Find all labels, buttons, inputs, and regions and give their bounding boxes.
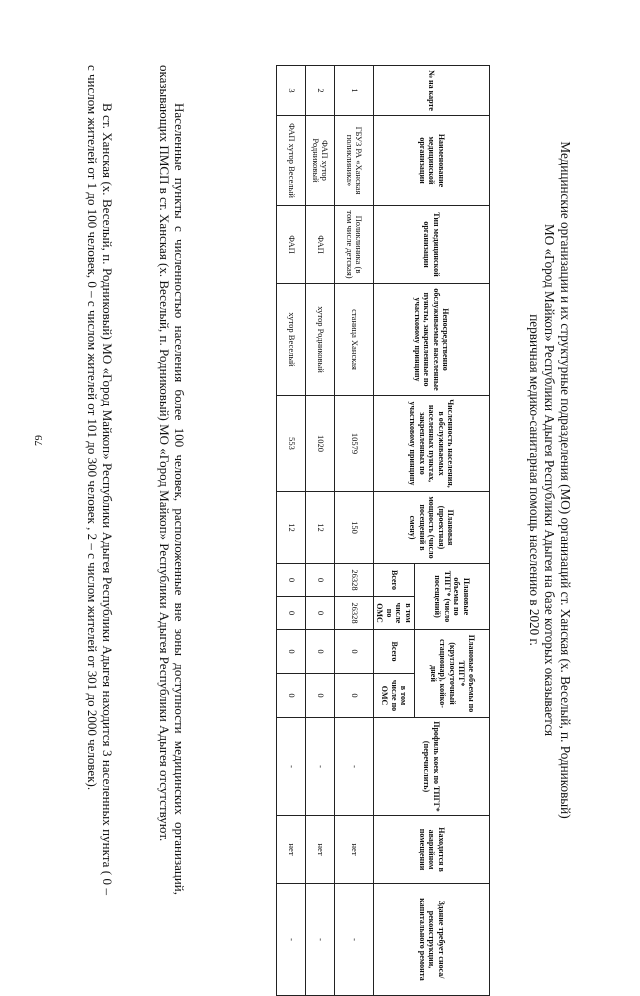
header-visits-oms: в том числе по ОМС: [374, 597, 415, 630]
cell-visits-total: 0: [306, 564, 335, 597]
cell-settlements: хутор Родниковый: [306, 284, 335, 396]
cell-profile: -: [306, 718, 335, 816]
cell-type: ФАП: [306, 206, 335, 284]
cell-capacity: 12: [306, 492, 335, 564]
heading-line-3: первичная медико-санитарная помощь населению в 2020 г.: [527, 314, 542, 646]
paragraph-no-settlements-outside-zone: Населенные пункты с численностью населения более 100 человек, расположенные вне зоны доступности медицинских организаций, оказывающих ПМСП в ст. Ханская (х. Веселый, п. Родниковый) МО «Город Майкоп» Республики Адыгея Республики Адыгея отсутствуют.: [157, 65, 187, 895]
cell-name: ГБУЗ РА «Ханская поликлиника»: [335, 116, 374, 206]
header-population: Численность населения, в обслуживаемых населенных пунктах, закрепленных по участковому принципу: [374, 396, 490, 492]
cell-visits-oms: 0: [277, 597, 306, 630]
cell-emergency: нет: [306, 816, 335, 884]
cell-hosp-oms: 0: [277, 674, 306, 718]
cell-settlements: хутор Веселый: [277, 284, 306, 396]
header-hospital-group: Плановые объемы по ТПГГ* (круглосуточный стационар), койко-дней: [415, 630, 490, 718]
cell-population: 10579: [335, 396, 374, 492]
cell-repair: -: [306, 884, 335, 996]
cell-repair: -: [335, 884, 374, 996]
cell-num: 1: [335, 66, 374, 116]
heading-line-1: Медицинские организации и их структурные подразделения (МО) организаций ст. Ханская (х. Веселый, п. Родниковый): [558, 141, 573, 819]
cell-hosp-total: 0: [277, 630, 306, 674]
page-number: 79: [33, 435, 45, 446]
cell-hosp-total: 0: [306, 630, 335, 674]
table-row: [277, 66, 306, 996]
cell-profile: -: [277, 718, 306, 816]
header-emergency: Находится в аварийном помещении: [374, 816, 490, 884]
cell-population: 553: [277, 396, 306, 492]
cell-visits-total: 26328: [335, 564, 374, 597]
header-repair: Здание требует сноса/ реконструкции, капитального ремонта: [374, 884, 490, 996]
rotated-page-content: [55, 65, 575, 981]
cell-visits-total: 0: [277, 564, 306, 597]
cell-name: ФАП хутор Родниковый: [306, 116, 335, 206]
heading-line-2: МО «Город Майкоп» Республики Адыгея Республики Адыгея на базе которых оказывается: [542, 223, 558, 737]
cell-num: 2: [306, 66, 335, 116]
table-row: [335, 66, 374, 996]
cell-emergency: нет: [277, 816, 306, 884]
document-heading: [527, 65, 574, 895]
medical-organizations-table: [276, 65, 490, 996]
paragraph-settlements-count: В ст. Ханская (х. Веселый, п. Родниковый) МО «Город Майкоп» Республики Адыгея Республики Адыгея находится 3 населенных пункта ( 0 – с числом жителей от 1 до 100 человек, 0 – с числом жителей от 101 до 300 человек , 2 – с числом жителей от 301 до 2000 человек).: [85, 65, 115, 895]
header-type: Тип медицинской организации: [374, 206, 490, 284]
header-num: № на карте: [374, 66, 490, 116]
cell-settlements: станица Ханская: [335, 284, 374, 396]
cell-visits-oms: 26328: [335, 597, 374, 630]
cell-profile: -: [335, 718, 374, 816]
cell-type: ФАП: [277, 206, 306, 284]
cell-visits-oms: 0: [306, 597, 335, 630]
header-name: Наименование медицинской организации: [374, 116, 490, 206]
cell-repair: -: [277, 884, 306, 996]
cell-capacity: 150: [335, 492, 374, 564]
header-settlements: Непосредственно обслуживаемые населенные пункты, закрепленные по участковому принципу: [374, 284, 490, 396]
header-profile: Профиль коек по ТПГГ* (перечислить): [374, 718, 490, 816]
cell-hosp-oms: 0: [335, 674, 374, 718]
cell-hosp-total: 0: [335, 630, 374, 674]
header-capacity: Плановая (проектная) мощность (число посещений в смену): [374, 492, 490, 564]
cell-type: Поликлиника (в том числе детская): [335, 206, 374, 284]
header-visits-group: Плановые объемы по ТПГГ* (число посещений): [415, 564, 490, 630]
header-hosp-total: Всего: [374, 630, 415, 674]
cell-population: 1020: [306, 396, 335, 492]
header-visits-total: Всего: [374, 564, 415, 597]
cell-capacity: 12: [277, 492, 306, 564]
cell-name: ФАП хутор Веселый: [277, 116, 306, 206]
cell-num: 3: [277, 66, 306, 116]
table-row: [306, 66, 335, 996]
header-hosp-oms: в том числе по ОМС: [374, 674, 415, 718]
cell-emergency: нет: [335, 816, 374, 884]
cell-hosp-oms: 0: [306, 674, 335, 718]
